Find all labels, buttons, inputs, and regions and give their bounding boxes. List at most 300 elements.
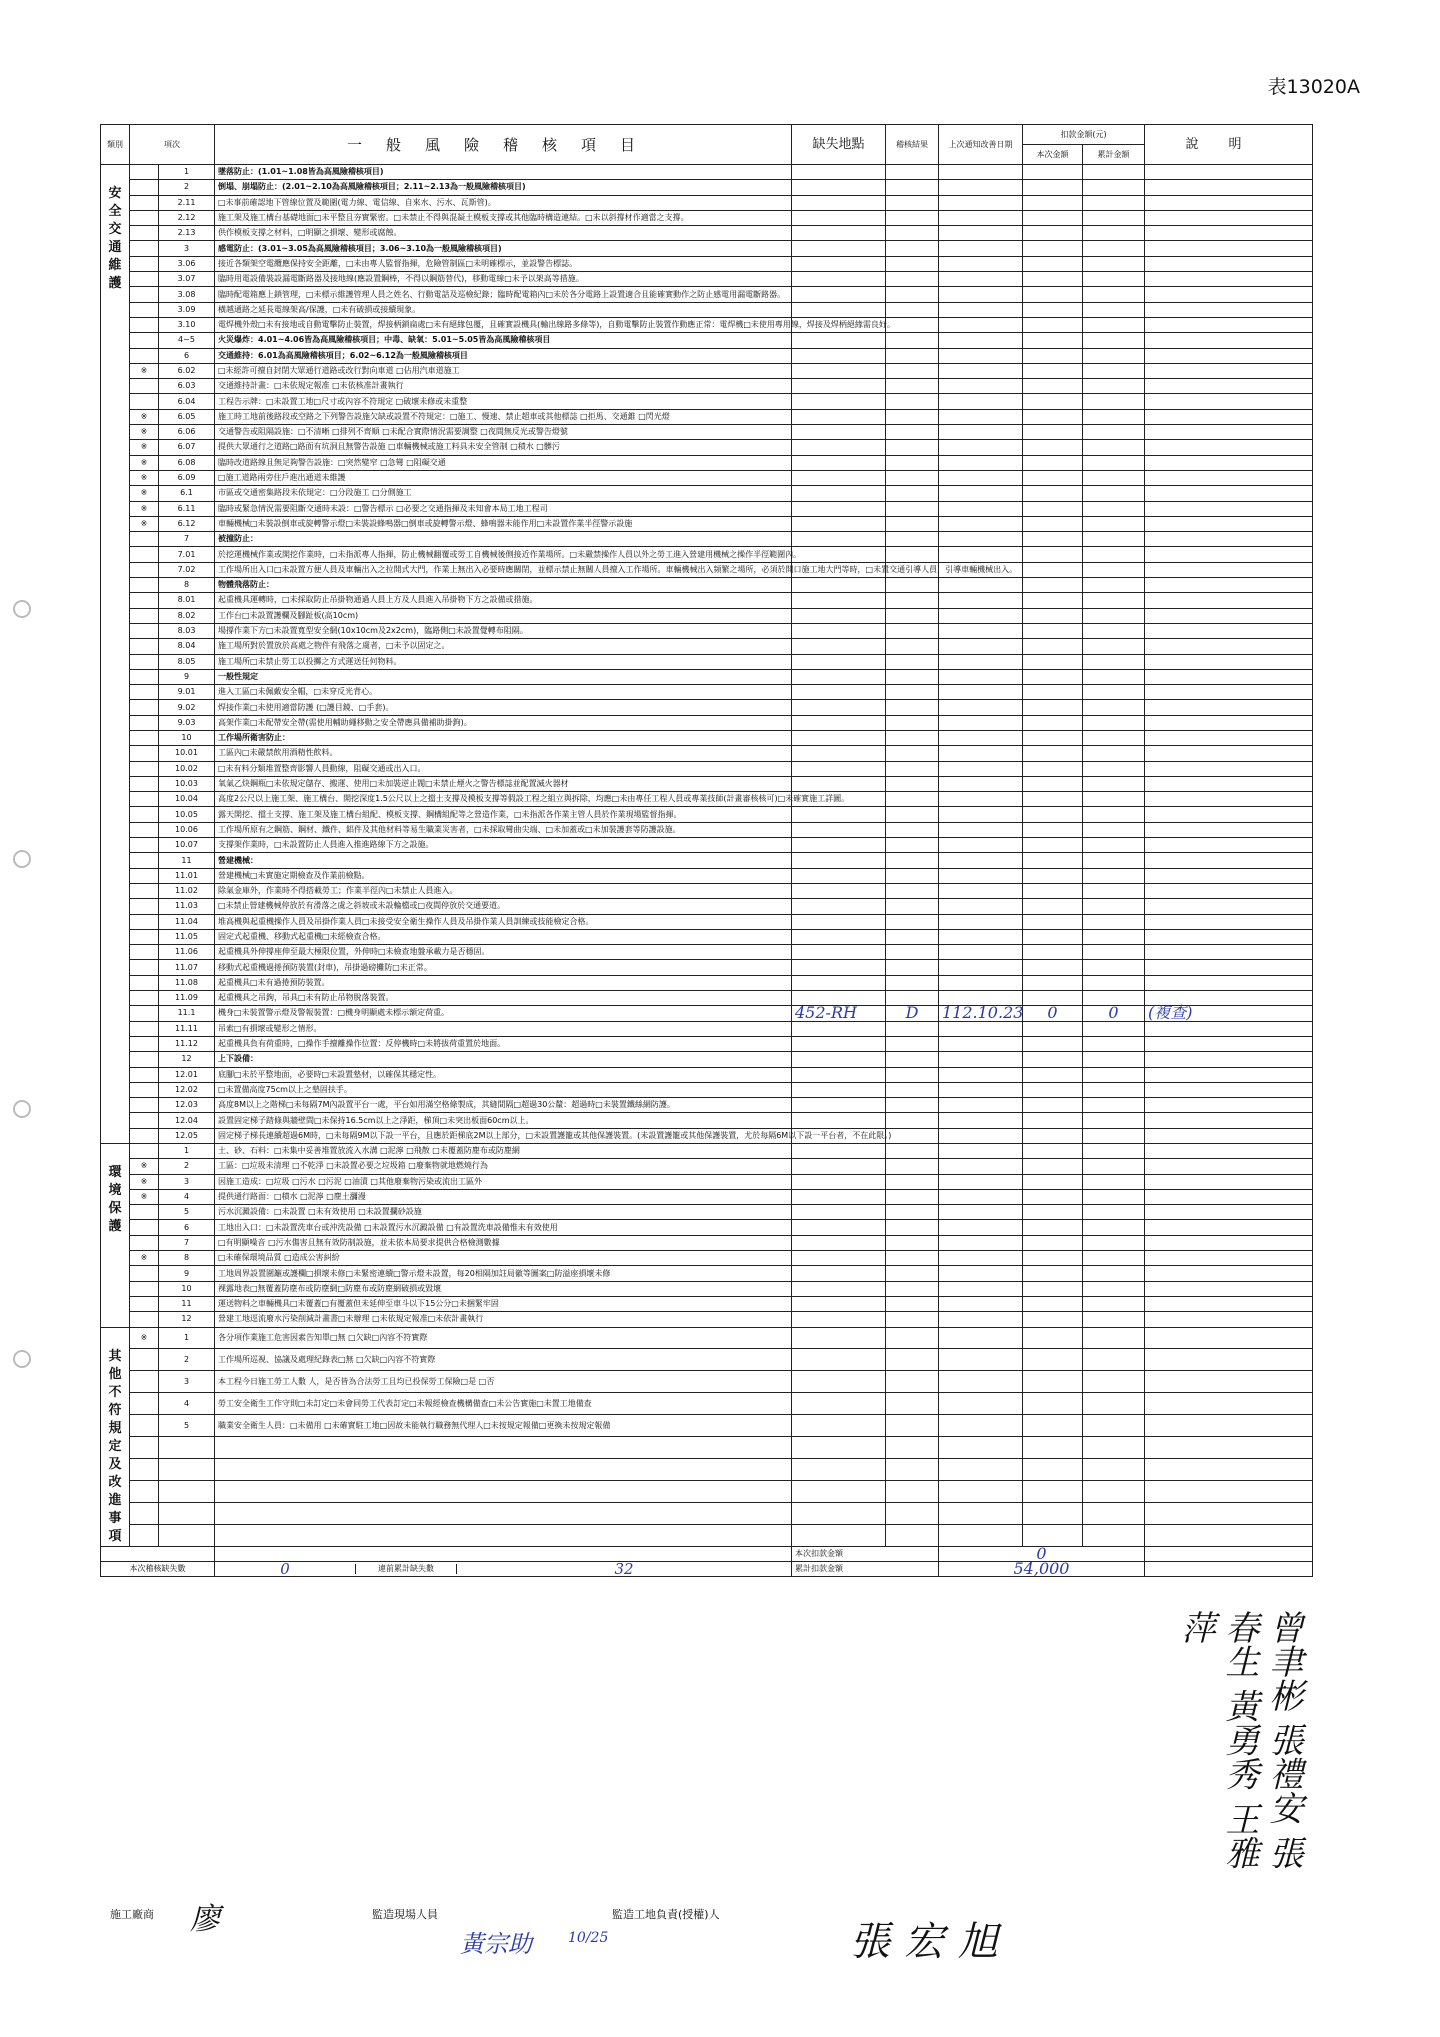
blank xyxy=(215,1546,792,1561)
header-category: 類別 xyxy=(101,125,130,165)
mark-cell xyxy=(130,1312,159,1327)
location-cell xyxy=(792,929,886,944)
item-no: 6.06 xyxy=(159,425,215,440)
table-row xyxy=(101,1524,1313,1546)
item-text: 起重機具外伸撐座伸至最大極限位置，外伸時□未檢查地盤承載力是否穩固。 xyxy=(215,945,792,960)
this-amount-cell xyxy=(1023,409,1083,424)
this-amount-cell xyxy=(1023,241,1083,256)
cum-amount-cell xyxy=(1083,425,1145,440)
prev-date-cell xyxy=(939,838,1023,853)
mark-cell xyxy=(130,945,159,960)
cum-amount-cell xyxy=(1083,1312,1145,1327)
remark-cell xyxy=(1145,348,1313,363)
mark-cell xyxy=(130,761,159,776)
table-row xyxy=(101,256,1313,271)
this-amount-cell xyxy=(1023,333,1083,348)
item-no: 9.02 xyxy=(159,700,215,715)
item-text: 氧氣乙炔鋼瓶□未依規定儲存、搬運、使用□未加裝逆止閥□未禁止煙火之警告標誌並配置滅火器材 xyxy=(215,776,792,791)
remark-cell xyxy=(1145,1144,1313,1159)
cum-amount-cell xyxy=(1083,822,1145,837)
item-text: 工作場所巡視、協議及處理紀錄表□無 □欠缺□內容不符實際 xyxy=(215,1349,792,1371)
item-no: 5 xyxy=(159,1415,215,1437)
table-row xyxy=(101,593,1313,608)
location-cell xyxy=(792,1082,886,1097)
item-no: 11.11 xyxy=(159,1021,215,1036)
result-cell xyxy=(886,363,939,378)
punch-hole xyxy=(13,1350,31,1368)
table-row xyxy=(101,1220,1313,1235)
item-text xyxy=(215,1524,792,1546)
table-row xyxy=(101,1052,1313,1067)
result-cell xyxy=(886,348,939,363)
table-row xyxy=(101,853,1313,868)
location-cell xyxy=(792,883,886,898)
this-amount-cell xyxy=(1023,1251,1083,1266)
remark-cell xyxy=(1145,822,1313,837)
result-cell xyxy=(886,1281,939,1296)
table-row xyxy=(101,532,1313,547)
prev-date-cell xyxy=(939,1174,1023,1189)
cum-amount-cell xyxy=(1083,945,1145,960)
cum-amount-cell xyxy=(1083,883,1145,898)
result-cell xyxy=(886,1502,939,1524)
remark-cell xyxy=(1145,547,1313,562)
table-row xyxy=(101,1128,1313,1143)
item-no: 3.09 xyxy=(159,302,215,317)
item-text: □未有料分類堆置整齊影響人員動線，阻礙交通或出入口。 xyxy=(215,761,792,776)
prev-date-cell xyxy=(939,807,1023,822)
item-no: 6.11 xyxy=(159,501,215,516)
prev-date-cell xyxy=(939,379,1023,394)
mark-cell xyxy=(130,883,159,898)
item-no: 3.10 xyxy=(159,317,215,332)
this-amount-cell xyxy=(1023,822,1083,837)
result-cell xyxy=(886,1082,939,1097)
item-text: 感電防止：(3.01~3.05為高風險稽核項目；3.06~3.10為一般風險稽核項目) xyxy=(215,241,792,256)
item-no: 11.07 xyxy=(159,960,215,975)
mark-cell xyxy=(130,287,159,302)
table-row xyxy=(101,761,1313,776)
this-missing-label: 本次稽核缺失數 xyxy=(101,1561,215,1576)
result-cell xyxy=(886,715,939,730)
remark-cell xyxy=(1145,608,1313,623)
prev-date-cell xyxy=(939,1113,1023,1128)
item-no: 6.05 xyxy=(159,409,215,424)
location-cell xyxy=(792,226,886,241)
item-text: 高度2公尺以上施工架、施工構台、開挖深度1.5公尺以上之擋土支撐及模板支撐等假設工程之組立與拆除，均應□未由專任工程人員或專業技師(計畫審核核可)□未確實施工詳圖。 xyxy=(215,792,792,807)
result-cell xyxy=(886,1393,939,1415)
prev-date-cell xyxy=(939,501,1023,516)
this-amount-cell xyxy=(1023,317,1083,332)
item-text: 電焊機外殼□未有接地或自動電擊防止裝置，焊接柄鎖扁處□未有絕緣包覆，且確實設機具(輸出線路多條等)，自動電擊防止裝置作動應正常：電焊機□未使用專用線，焊接及焊柄絕緣需良好。 xyxy=(215,317,792,332)
item-text: 臨時用電設備裝設漏電斷路器及接地線(應設置鋼棒，不得以鋼筋替代)，移動電線□未予以架高等措施。 xyxy=(215,272,792,287)
result-cell xyxy=(886,868,939,883)
this-amount-cell xyxy=(1023,547,1083,562)
item-text: 底腳□未於平整地面，必要時□未設置墊材，以確保其穩定性。 xyxy=(215,1067,792,1082)
site-manager-label: 監造工地負責(授權)人 xyxy=(612,1908,720,1921)
table-row xyxy=(101,1082,1313,1097)
mark-cell: ※ xyxy=(130,470,159,485)
item-text: 本工程今日施工勞工人數 人，是否皆為合法勞工且均已投保勞工保險□是 □否 xyxy=(215,1371,792,1393)
this-amount-cell xyxy=(1023,929,1083,944)
cum-amount-cell xyxy=(1083,455,1145,470)
location-cell xyxy=(792,1349,886,1371)
result-cell xyxy=(886,287,939,302)
this-amount-cell xyxy=(1023,394,1083,409)
location-cell xyxy=(792,363,886,378)
remark-cell xyxy=(1145,1266,1313,1281)
location-cell xyxy=(792,1393,886,1415)
location-cell xyxy=(792,1205,886,1220)
mark-cell xyxy=(130,1296,159,1311)
cum-amount-cell xyxy=(1083,302,1145,317)
result-cell: D xyxy=(886,1006,939,1021)
remark-cell xyxy=(1145,975,1313,990)
table-row xyxy=(101,960,1313,975)
this-amount-cell xyxy=(1023,532,1083,547)
remark-cell xyxy=(1145,1174,1313,1189)
item-text: 工作場所原有之鋼筋、鋼材、鐵件、鋁件及其他材料等易生職業災害者，□未採取彎曲尖端、□未加蓋或□未加裝護套等防護設施。 xyxy=(215,822,792,837)
mark-cell xyxy=(130,899,159,914)
result-cell xyxy=(886,899,939,914)
cum-amount-cell xyxy=(1083,532,1145,547)
item-text: □未事前確認地下管線位置及範圍(電力線、電信線、自來水、污水、瓦斯管)。 xyxy=(215,195,792,210)
cum-amount-cell xyxy=(1083,838,1145,853)
mark-cell: ※ xyxy=(130,1327,159,1349)
mark-cell xyxy=(130,654,159,669)
mark-cell xyxy=(130,1021,159,1036)
item-text: 土、砂、石料：□未集中妥善堆置放流入水溝 □泥濘 □飛散 □未覆蓋防塵布或防塵網 xyxy=(215,1144,792,1159)
result-cell xyxy=(886,1067,939,1082)
table-row xyxy=(101,1174,1313,1189)
table-row xyxy=(101,440,1313,455)
table-row xyxy=(101,1371,1313,1393)
table-row xyxy=(101,317,1313,332)
header-deduction: 扣款金額(元) xyxy=(1023,125,1145,145)
prev-date-cell xyxy=(939,486,1023,501)
this-amount-cell xyxy=(1023,715,1083,730)
item-text: 職業安全衛生人員：□未備用 □未確實駐工地□因故未能執行職務無代理人□未按規定報備□更換未按規定報備 xyxy=(215,1415,792,1437)
location-cell xyxy=(792,593,886,608)
cum-amount-cell xyxy=(1083,1144,1145,1159)
item-no: 1 xyxy=(159,165,215,180)
result-cell xyxy=(886,547,939,562)
cum-deduct-value: 54,000 xyxy=(939,1561,1145,1576)
item-text: 施工場所對於置放於高處之物件有飛落之虞者，□未予以固定之。 xyxy=(215,639,792,654)
cum-amount-cell xyxy=(1083,639,1145,654)
remark-cell xyxy=(1145,317,1313,332)
item-text: 堆高機與起重機操作人員及吊掛作業人員□未接受安全衛生操作人員及吊掛作業人員訓練或技能檢定合格。 xyxy=(215,914,792,929)
item-no: 12.04 xyxy=(159,1113,215,1128)
this-amount-cell xyxy=(1023,593,1083,608)
item-text: 焊接作業□未使用適當防護 (□護目鏡、□手套)。 xyxy=(215,700,792,715)
cum-amount-cell xyxy=(1083,593,1145,608)
location-cell xyxy=(792,532,886,547)
cum-amount-cell xyxy=(1083,1052,1145,1067)
remark-cell xyxy=(1145,853,1313,868)
table-row xyxy=(101,1327,1313,1349)
location-cell xyxy=(792,333,886,348)
remark-cell xyxy=(1145,226,1313,241)
result-cell xyxy=(886,639,939,654)
location-cell xyxy=(792,180,886,195)
location-cell xyxy=(792,578,886,593)
item-text: 營建機械： xyxy=(215,853,792,868)
table-row xyxy=(101,639,1313,654)
mark-cell xyxy=(130,1082,159,1097)
header-this-amount: 本次金額 xyxy=(1023,145,1083,165)
cum-amount-cell xyxy=(1083,256,1145,271)
form-code: 表13020A xyxy=(1267,76,1360,98)
prev-date-cell xyxy=(939,623,1023,638)
table-row xyxy=(101,838,1313,853)
item-no: 4~5 xyxy=(159,333,215,348)
item-no: 12 xyxy=(159,1052,215,1067)
remark-cell xyxy=(1145,715,1313,730)
remark-cell xyxy=(1145,455,1313,470)
cum-missing-value: 32 xyxy=(456,1564,791,1574)
totals-row xyxy=(101,1561,1313,1576)
prev-date-cell xyxy=(939,730,1023,745)
result-cell xyxy=(886,1098,939,1113)
this-amount-cell xyxy=(1023,165,1083,180)
mark-cell: ※ xyxy=(130,1159,159,1174)
table-row xyxy=(101,654,1313,669)
item-text: □未確保環境品質 □造成公害糾紛 xyxy=(215,1251,792,1266)
this-amount-cell xyxy=(1023,1415,1083,1437)
table-row xyxy=(101,715,1313,730)
remark-cell xyxy=(1145,501,1313,516)
item-text: 工作場所衛害防止： xyxy=(215,730,792,745)
result-cell xyxy=(886,593,939,608)
item-no: 2.12 xyxy=(159,210,215,225)
prev-date-cell xyxy=(939,1021,1023,1036)
table-row xyxy=(101,363,1313,378)
mark-cell xyxy=(130,1415,159,1437)
cum-amount-cell xyxy=(1083,1480,1145,1502)
item-text: 被撞防止： xyxy=(215,532,792,547)
table-row xyxy=(101,1502,1313,1524)
header-result: 稽核結果 xyxy=(886,125,939,165)
item-text: 起重機具負有荷重時，□操作手擅離操作位置：反停機時□未將拔荷重置於地面。 xyxy=(215,1036,792,1051)
cum-amount-cell xyxy=(1083,1458,1145,1480)
result-cell xyxy=(886,761,939,776)
result-cell xyxy=(886,1266,939,1281)
this-amount-cell xyxy=(1023,302,1083,317)
cum-amount-cell xyxy=(1083,379,1145,394)
table-row xyxy=(101,1251,1313,1266)
item-no: 10.03 xyxy=(159,776,215,791)
table-row xyxy=(101,685,1313,700)
remark-cell xyxy=(1145,1437,1313,1459)
item-no: 6.12 xyxy=(159,516,215,531)
cum-amount-cell xyxy=(1083,226,1145,241)
this-amount-cell xyxy=(1023,1235,1083,1250)
location-cell xyxy=(792,685,886,700)
table-row xyxy=(101,409,1313,424)
item-no: 5 xyxy=(159,1205,215,1220)
location-cell xyxy=(792,394,886,409)
result-cell xyxy=(886,853,939,868)
table-row xyxy=(101,1393,1313,1415)
prev-date-cell xyxy=(939,363,1023,378)
item-text: 交通警告或阻隔設施：□不清晰 □排列不齊順 □未配合實際情況需要調整 □夜間無反光或警告燈號 xyxy=(215,425,792,440)
remark-cell xyxy=(1145,669,1313,684)
supervisor-date: 10/25 xyxy=(568,1930,609,1946)
result-cell xyxy=(886,210,939,225)
prev-date-cell xyxy=(939,853,1023,868)
table-row xyxy=(101,868,1313,883)
item-text: 工地出入口：□未設置洗車台或沖洗設備 □未設置污水沉澱設備 □有設置洗車設備惟未有效使用 xyxy=(215,1220,792,1235)
prev-date-cell xyxy=(939,440,1023,455)
item-no: 4 xyxy=(159,1393,215,1415)
category-other: 其他不符規定及改進事項 xyxy=(101,1327,130,1546)
item-text: □未置備高度75cm以上之墊固扶手。 xyxy=(215,1082,792,1097)
item-no: 8 xyxy=(159,1251,215,1266)
mark-cell xyxy=(130,1144,159,1159)
location-cell xyxy=(792,1003,886,1023)
item-text xyxy=(215,1458,792,1480)
remark-cell xyxy=(1145,379,1313,394)
item-text: 固定梯子梯長連續超過6M時，□未每隔9M以下設一平台，且應於距梯底2M以上部分，□未設置護籠或其他保護裝置。(未設置護籠或其他保護裝置，尤於每隔6M以下設一平台者，不在此限。) xyxy=(215,1128,792,1143)
item-no: 7.02 xyxy=(159,562,215,577)
location-cell xyxy=(792,914,886,929)
mark-cell xyxy=(130,960,159,975)
mark-cell xyxy=(130,1128,159,1143)
cum-amount-cell xyxy=(1083,333,1145,348)
cum-amount-cell xyxy=(1083,1415,1145,1437)
mark-cell xyxy=(130,1006,159,1021)
item-no: 12 xyxy=(159,1312,215,1327)
mark-cell: ※ xyxy=(130,1174,159,1189)
result-cell xyxy=(886,195,939,210)
location-cell xyxy=(792,440,886,455)
cum-amount-cell xyxy=(1083,715,1145,730)
item-no xyxy=(159,1524,215,1546)
prev-date-cell xyxy=(939,333,1023,348)
item-text: 臨時配電箱應上鎖管理，□未標示維護管理人員之姓名、行動電話及巡檢紀錄；臨時配電箱內□未於各分電路上設置適合且能確實動作之防止感電用漏電斷路器。 xyxy=(215,287,792,302)
inspector-signature: 曾聿彬 張禮安 張春生 黃勇秀 王雅萍 xyxy=(1175,1610,1303,1870)
prev-date-cell xyxy=(939,272,1023,287)
item-no: 11.09 xyxy=(159,991,215,1006)
prev-date-cell xyxy=(939,945,1023,960)
cum-amount-cell xyxy=(1083,807,1145,822)
table-row xyxy=(101,210,1313,225)
table-row xyxy=(101,792,1313,807)
deduct-labels xyxy=(792,1561,939,1576)
result-cell xyxy=(886,516,939,531)
prev-date-cell xyxy=(939,1098,1023,1113)
item-no: 6.02 xyxy=(159,363,215,378)
prev-date-cell xyxy=(939,532,1023,547)
remark-cell xyxy=(1145,960,1313,975)
this-amount-cell xyxy=(1023,914,1083,929)
remark-cell xyxy=(1145,256,1313,271)
mark-cell xyxy=(130,623,159,638)
this-amount-cell xyxy=(1023,669,1083,684)
item-text: 高架作業□未配帶安全帶(需使用輔助繩移動之安全帶應具備補助掛鉤)。 xyxy=(215,715,792,730)
item-no: 6.07 xyxy=(159,440,215,455)
remark-cell xyxy=(1145,1113,1313,1128)
prev-date-cell xyxy=(939,470,1023,485)
table-row xyxy=(101,394,1313,409)
this-amount-cell xyxy=(1023,685,1083,700)
result-cell xyxy=(886,180,939,195)
this-amount-cell xyxy=(1023,1220,1083,1235)
remark-cell xyxy=(1145,914,1313,929)
item-no: 9.03 xyxy=(159,715,215,730)
item-text: 工程告示牌：□未設置工地□尺寸或內容不符規定 □破壞未修或未重整 xyxy=(215,394,792,409)
table-row xyxy=(101,241,1313,256)
table-row xyxy=(101,945,1313,960)
mark-cell xyxy=(130,1113,159,1128)
item-text: 運送物料之車輛機具□未覆蓋□有覆蓋但未延伸至車斗以下15公分□未捆緊牢固 xyxy=(215,1296,792,1311)
location-cell xyxy=(792,1524,886,1546)
item-text: 倒塌、崩塌防止：(2.01~2.10為高風險稽核項目；2.11~2.13為一般風險稽核項目) xyxy=(215,180,792,195)
remark-cell xyxy=(1145,1220,1313,1235)
mark-cell xyxy=(130,1393,159,1415)
prev-date-cell xyxy=(939,1437,1023,1459)
prev-date-cell xyxy=(939,1327,1023,1349)
supervisor-label: 監造現場人員 xyxy=(372,1908,438,1921)
item-no: 11.12 xyxy=(159,1036,215,1051)
this-amount-cell xyxy=(1023,1480,1083,1502)
prev-date-cell xyxy=(939,1251,1023,1266)
location-cell xyxy=(792,669,886,684)
this-amount-cell xyxy=(1023,654,1083,669)
mark-cell xyxy=(130,302,159,317)
mark-cell xyxy=(130,1036,159,1051)
location-cell xyxy=(792,1312,886,1327)
location-cell xyxy=(792,1235,886,1250)
table-row xyxy=(101,470,1313,485)
cum-amount-cell xyxy=(1083,1502,1145,1524)
item-text: 於挖運機械作業或開挖作業時，□未指派專人指揮，防止機械翻覆或勞工自機械後側接近作業場所。□未嚴禁操作人員以外之勞工進入營建用機械之操作半徑範圍內。 xyxy=(215,547,792,562)
cum-amount-cell xyxy=(1083,394,1145,409)
result-cell xyxy=(886,975,939,990)
prev-date-cell xyxy=(939,746,1023,761)
prev-date-cell xyxy=(939,1189,1023,1204)
mark-cell xyxy=(130,822,159,837)
mark-cell xyxy=(130,853,159,868)
cum-amount-cell xyxy=(1083,1113,1145,1128)
item-text: 設置固定梯子踏條與牆壁間□未保持16.5cm以上之淨距，梯頂□未突出板面60cm以上。 xyxy=(215,1113,792,1128)
table-row xyxy=(101,914,1313,929)
result-cell xyxy=(886,623,939,638)
remark-cell xyxy=(1145,425,1313,440)
table-row xyxy=(101,899,1313,914)
mark-cell: ※ xyxy=(130,1251,159,1266)
cum-amount-cell xyxy=(1083,929,1145,944)
cum-amount-cell xyxy=(1083,272,1145,287)
header-prev-date: 上次通知改善日期 xyxy=(939,125,1023,165)
prev-date-cell xyxy=(939,210,1023,225)
remark-cell xyxy=(1145,1371,1313,1393)
remark-cell xyxy=(1145,333,1313,348)
this-amount-cell xyxy=(1023,730,1083,745)
table-row xyxy=(101,1098,1313,1113)
table-row xyxy=(101,547,1313,562)
item-no: 6.04 xyxy=(159,394,215,409)
table-row xyxy=(101,975,1313,990)
this-amount-cell xyxy=(1023,226,1083,241)
prev-date-cell xyxy=(939,241,1023,256)
cum-amount-cell xyxy=(1083,685,1145,700)
cum-amount-cell xyxy=(1083,700,1145,715)
location-cell xyxy=(792,700,886,715)
location-code: 452-RH xyxy=(795,1003,857,1023)
this-amount-cell xyxy=(1023,883,1083,898)
